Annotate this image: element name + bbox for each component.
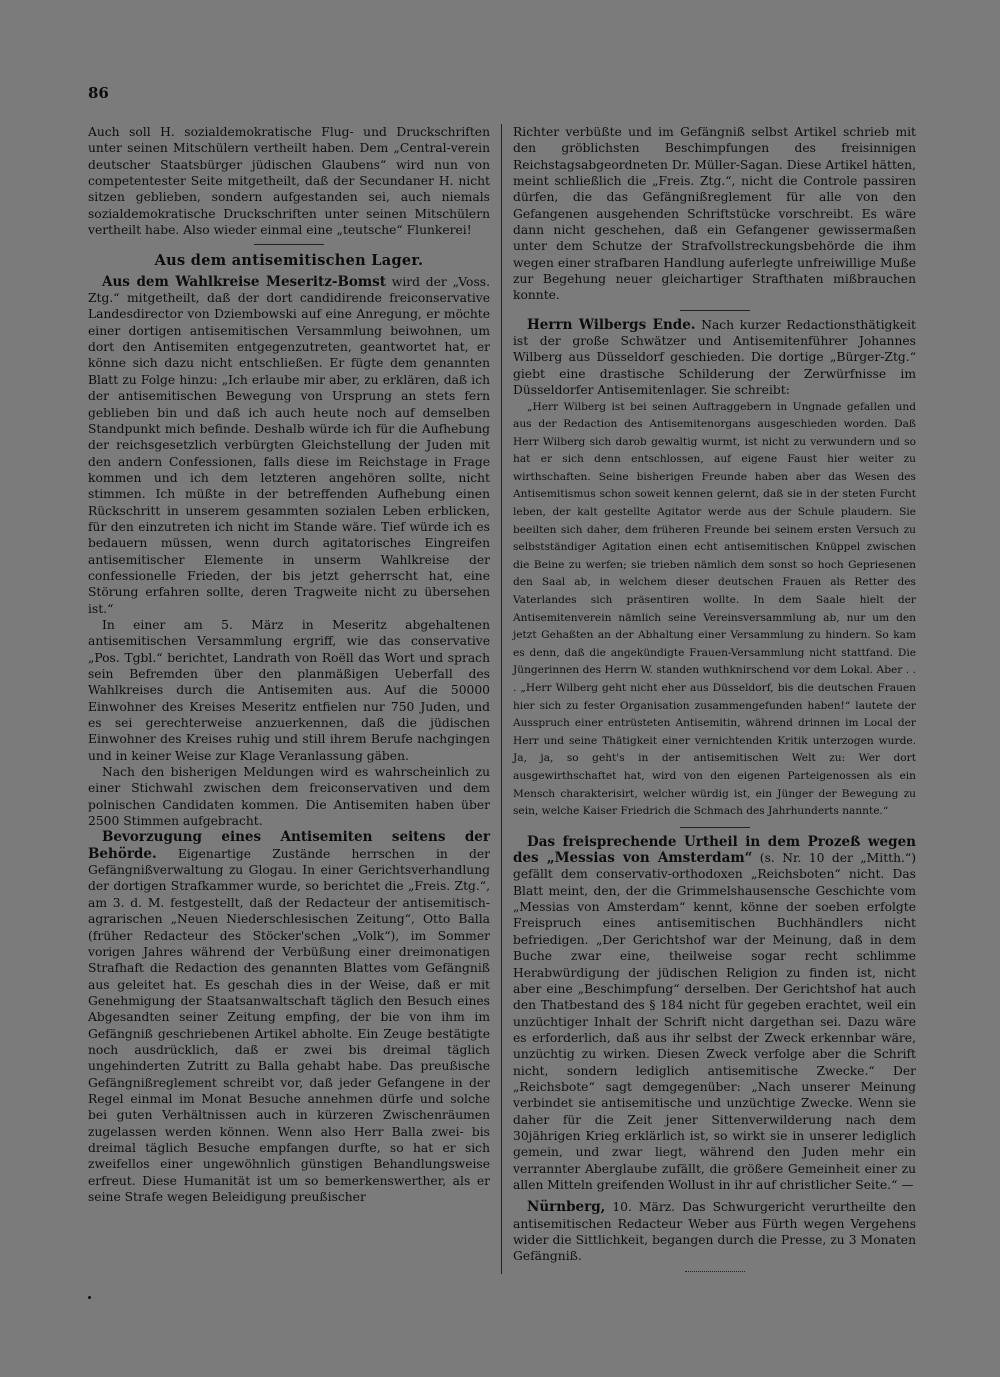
article-glogau-lead: Bevorzugung eines Antisemiten seitens der Behörde. bbox=[88, 829, 490, 862]
right-column bbox=[513, 124, 916, 1278]
article-glogau-text: Eigenartige Zustände herrschen in der Gefängnißverwaltung zu Glogau. In einer Gerichtsverhandlung der dortigen Strafkammer wurde, so berichtet die „Freis. Ztg.“, am 3. d. M. festgestellt, daß der Redacteur der antisemitisch-agrarischen „Neuen Niederschlesischen Zeitung“, Otto Balla (früher Redacteur des Stöcker'schen „Volk“), im Sommer vorigen Jahres während der Verbüßung einer dreimonatigen Strafhaft die Redaction des genannten Blattes vom Gefängniß aus geleitet hat. Es geschah dies in der Weise, daß er mit Genehmigung der Staatsanwaltschaft täglich den Besuch eines Abgesandten seiner Zeitung empfing, der bie von ihm im Gefängniß geschriebenen Artikel abholte. Ein Zeuge bestätigte noch ausdrücklich, daß er zwei bis dreimal täglich ungehinderten Zutritt zu Balla gehabt habe. Das preußische Gefängnißreglement schreibt vor, daß jeder Gefangene in der Regel einmal im Monat Besuche annehmen dürfe und solche bei guten Verhältnissen auch in kürzeren Zwischenräumen zugelassen werden können. Wenn also Herr Balla zwei- bis dreimal täglich Besuche empfangen durfte, so hat er sich zweifellos einer ungewöhnlich günstigen Behandlungsweise erfreut. Diese Humanität ist um so bemerkenswerther, als er seine Strafe wegen Beleidigung preußischer bbox=[88, 846, 490, 1204]
column-divider bbox=[501, 124, 502, 1274]
article-wilberg-quote: „Herr Wilberg ist bei seinen Auftraggebern in Ungnade gefallen und aus der Redaction des Antisemitenorgans ausgeschieden worden. Daß Herr Wilberg sich darob gewaltig wurmt, ist nicht zu verwundern und so hat er sich denn entschlossen, auf eigene Faust hier weiter zu wirthschaften. Seine bisherigen Freunde haben aber das Wesen des Antisemitismus schon soweit kennen gelernt, daß sie in der steten Furcht leben, der kalt gestellte Agitator werde aus der Schule plaudern. Sie beeilten sich daher, dem früheren Freunde bei seinem ersten Versuch zu selbstständiger Agitation einen echt antisemitischen Knüppel zwischen die Beine zu werfen; sie trieben nämlich dem sonst so hoch Gepriesenen den Saal ab, in welchem dieser deutschen Frauen als Retter des Vaterlandes sich präsentiren wollte. In dem Saale hielt der Antisemitenverein nämlich seine Vereinsversammlung ab, nur um den jetzt Gehaßten an der Abhaltung einer Versammlung zu hindern. So kam es denn, daß die angekündigte Frauen-Versammlung nicht stattfand. Die Jüngerinnen des Herrn W. standen wuthknirschend vor dem Lokal. Aber . . . „Herr Wilberg geht nicht eher aus Düsseldorf, bis die deutschen Frauen hier sich zu fester Organisation zusammengefunden haben!“ lautete der Ausspruch einer entrüsteten Antisemitin, während drinnen im Local der Herr und seine Thätigkeit einer vernichtenden Kritik unterzogen wurde. Ja, ja, so geht's in der antisemitischen Welt zu: Wer dort ausgewirthschaftet hat, wird von den eigenen Parteigenossen als ein Mensch charakterisirt, welcher würdig ist, ein Jünger der Bewegung zu sein, welche Kaiser Friedrich die Schmach des Jahrhunderts nannte.“ bbox=[513, 400, 916, 818]
page-number: 86 bbox=[88, 84, 109, 102]
article-meseritz-text: wird der „Voss. Ztg.“ mitgetheilt, daß der dort candidirende freiconservative Landesdirector von Dziembowski auf eine Anregung, er möchte einer dortigen antisemitischen Versammlung beiwohnen, um dort den Antisemiten entgegenzutreten, geantwortet hat, er könne sich dazu nicht entschließen. Er fügte dem genannten Blatt zu Folge hinzu: „Ich erlaube mir aber, zu erklären, daß ich der antisemitischen Bewegung von Ursprung an stets fern geblieben bin und daß ich auch heute noch auf demselben Standpunkt mich befinde. Deshalb würde ich für die Aufhebung der reichsgesetzlich verbürgten Gleichstellung der Juden mit den andern Confessionen, falls diese im Reichstage in Frage kommen und ich dem letzteren angehören sollte, nicht stimmen. Ich müßte in der betreffenden Aufhebung einen Rückschritt in unserem gesammten sozialen Leben erblicken, für den einzutreten ich nicht im Stande wäre. Tief würde ich es bedauern müssen, wenn durch agitatorisches Eingreifen antisemitischer Elemente in unserm Wahlkreise der confessionelle Frieden, der bis jetzt geherrscht hat, eine Störung erfahren sollte, deren Tragweite nicht zu übersehen ist.“ bbox=[88, 274, 490, 616]
article-wilberg-text: Nach kurzer Redactionsthätigkeit ist der große Schwätzer und Antisemitenführer Johannes Wilberg aus Düsseldorf geschieden. Die dortige „Bürger-Ztg.“ giebt eine drastische Schilderung der Zerwürfnisse im Düsseldorfer Antisemitenlager. Sie schreibt: bbox=[513, 317, 916, 398]
left-column bbox=[88, 124, 490, 1205]
article-meseritz-p2: In einer am 5. März in Meseritz abgehaltenen antisemitischen Versammlung ergriff, wie das conservative „Pos. Tgbl.“ berichtet, Landrath von Roëll das Wort und sprach sein Befremden über den planmäßigen Ueberfall des Wahlkreises durch die Antisemiten aus. Auf die 50000 Einwohner des Kreises Meseritz entfielen nur 750 Juden, und es sei gerechterweise anzuerkennen, daß die jüdischen Einwohner des Kreises ruhig und still ihrem Berufe nachgingen und in keiner Weise zur Klage Veranlassung gäben. bbox=[88, 617, 490, 763]
article-nuernberg-lead: Nürnberg, bbox=[527, 1199, 606, 1216]
article-meseritz-lead: Aus dem Wahlkreise Meseritz-Bomst bbox=[102, 273, 386, 290]
article-messias bbox=[513, 834, 916, 1194]
section-divider bbox=[254, 244, 324, 245]
article-wilberg-lead: Herrn Wilbergs Ende. bbox=[527, 316, 696, 333]
article-glogau-continuation: Richter verbüßte und im Gefängniß selbst Artikel schrieb mit den gröblichsten Beschimpfungen des freisinnigen Reichstagsabgeordneten Dr. Müller-Sagan. Diese Artikel hätten, meint schließlich die „Freis. Ztg.“, nicht die Controle passiren dürfen, die das Gefängnißreglement für alle von den Gefangenen ausgehenden Schriftstücke vorschreibt. Es wäre dann nicht geschehen, daß ein Gefangener gewissermaßen unter dem Schutze der Strafvollstreckungsbehörde die ihm wegen einer strafbaren Handlung auferlegte unfreiwillige Muße zur Begehung neuer gleichartiger Strafthaten mißbrauchen konnte. bbox=[513, 125, 916, 303]
article-messias-lead: Das freisprechende Urtheil in dem Prozeß wegen des „Messias von Amsterdam“ bbox=[513, 833, 916, 867]
article-nuernberg-text: 10. März. Das Schwurgericht verurtheilte den antisemitischen Redacteur Weber aus Fürth wegen Vergehens wider die Sittlichkeit, begangen durch die Presse, zu 3 Monaten Gefängniß. bbox=[513, 1200, 916, 1264]
article-glogau bbox=[88, 829, 490, 1205]
ink-speck bbox=[88, 1296, 91, 1299]
article-messias-text: (s. Nr. 10 der „Mitth.“) gefällt dem conservativ-orthodoxen „Reichsboten“ nicht. Das Blatt meint, den, der die Grimmelshausensche Geschichte vom „Messias von Amsterdam“ kennt, könne der soeben erfolgte Freispruch eines antisemitischen Buchhändlers nicht befriedigen. „Der Gerichtshof war der Meinung, daß in dem Buche zwar eine, theilweise sogar recht schlimme Herabwürdigung der jüdischen Religion zu finden ist, nicht aber eine „Beschimpfung“ derselben. Der Gerichtshof hat auch den Thatbestand des § 184 nicht für gegeben erachtet, weil ein unzüchtiger Inhalt der Schrift nicht dargethan sei. Dazu wäre es erforderlich, daß aus ihr selbst der Zweck erkennbar wäre, unzüchtig zu wirken. Diesen Zweck verfolge aber die Schrift nicht, sondern lediglich antisemitische Zwecke.“ Der „Reichsbote“ sagt demgegenüber: „Nach unserer Meinung verbindet sie antisemitische und unzüchtige Zwecke. Wenn sie daher für die Zeit jener Sittenverwilderung nach dem 30jährigen Krieg erklärlich ist, so wirkt sie in unserer lediglich gemein, und zwar liegt, während den Juden mehr ein verrannter Aberglaube zufällt, die größere Gemeinheit einer zu allen Mitteln greifenden Wollust in ihr auf christlicher Seite.“ — bbox=[513, 851, 916, 1192]
article-meseritz bbox=[88, 274, 490, 617]
end-divider bbox=[685, 1271, 745, 1272]
article-wilberg bbox=[513, 317, 916, 399]
article-divider bbox=[680, 827, 750, 828]
section-heading: Aus dem antisemitischen Lager. bbox=[154, 252, 424, 270]
article-divider bbox=[680, 310, 750, 311]
article-nuernberg bbox=[513, 1199, 916, 1264]
article-continuation: Auch soll H. sozialdemokratische Flug- und Druckschriften unter seinen Mitschülern vertheilt haben. Dem „Central-verein deutscher Staatsbürger jüdischen Glaubens“ wird nun von competentester Seite mitgetheilt, daß der Secundaner H. nicht sitzen geblieben, sondern aufgestanden sei, auch niemals sozialdemokratische Druckschriften unter seinen Mitschülern vertheilt habe. Also wieder einmal eine „teutsche“ Flunkerei! bbox=[88, 125, 490, 238]
article-meseritz-p3: Nach den bisherigen Meldungen wird es wahrscheinlich zu einer Stichwahl zwischen dem freiconservativen und dem polnischen Candidaten kommen. Die Antisemiten haben über 2500 Stimmen aufgebracht. bbox=[88, 765, 490, 829]
